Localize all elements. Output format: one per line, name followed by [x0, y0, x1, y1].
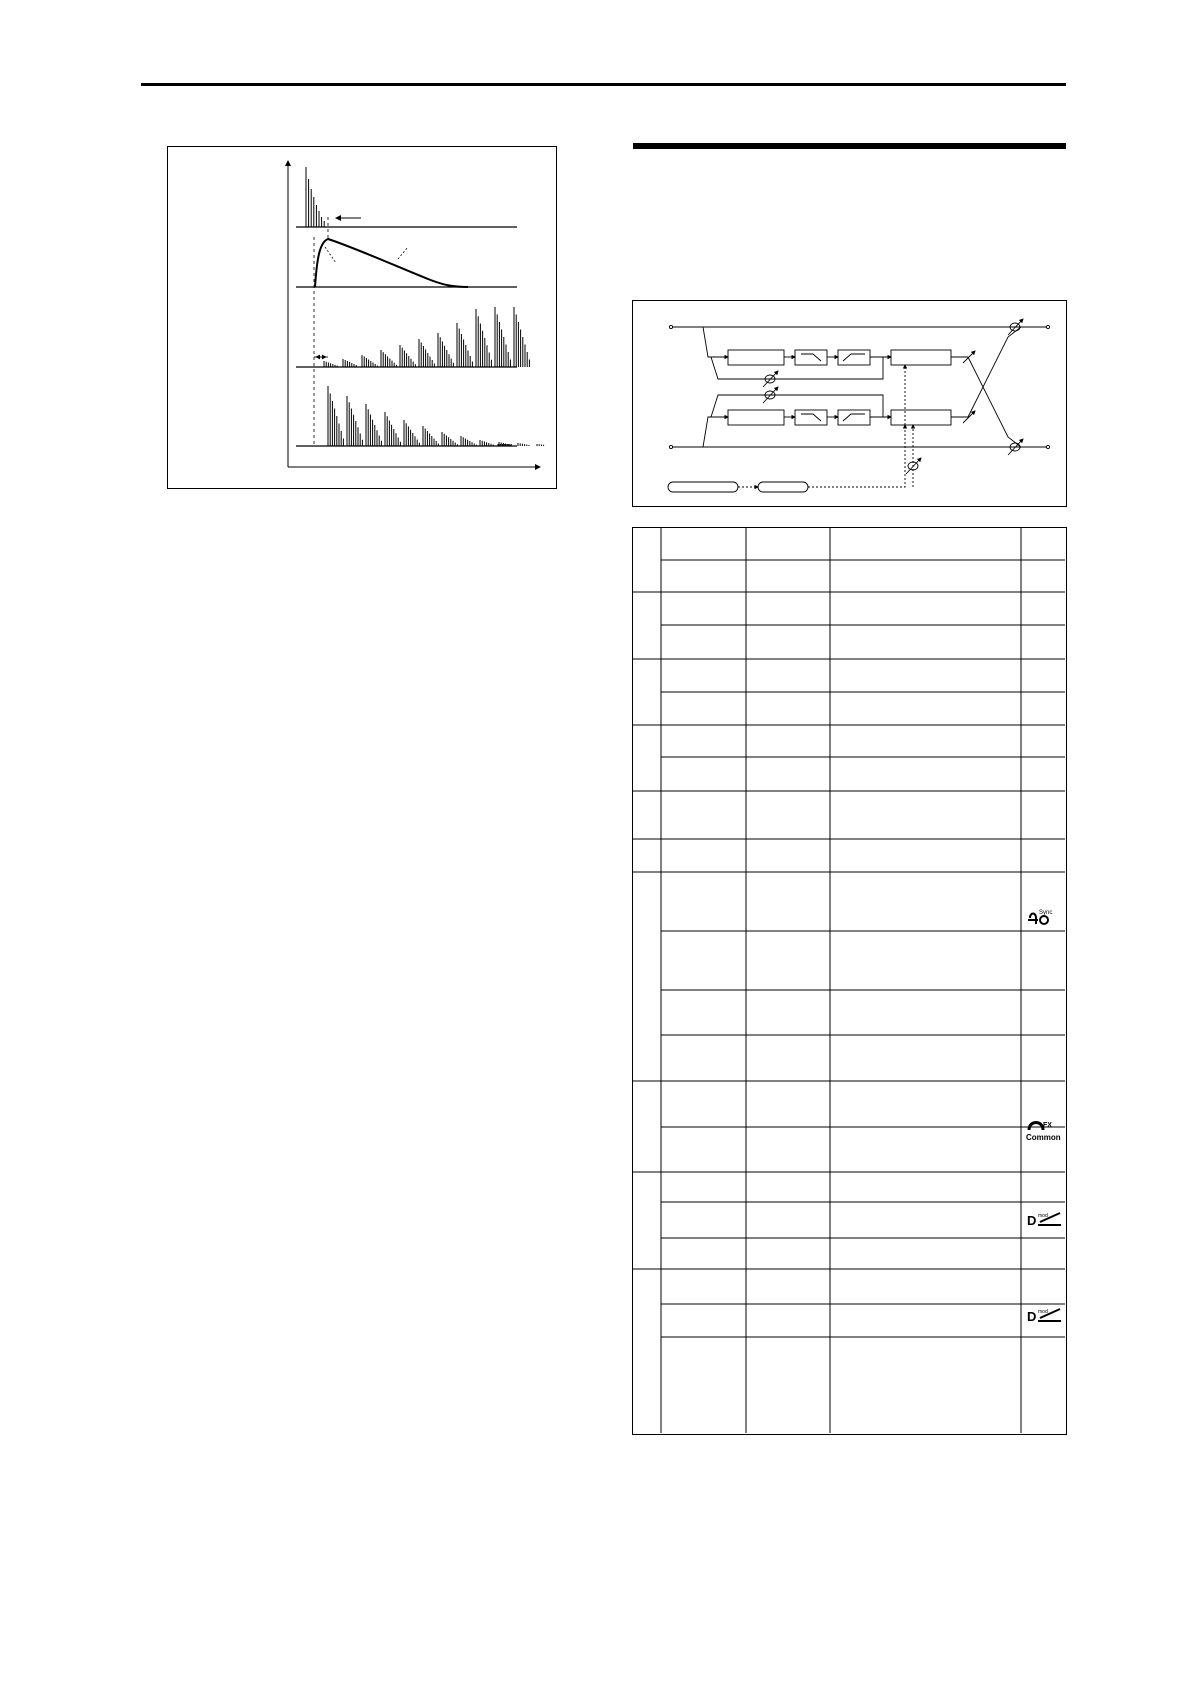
lpf-upper	[795, 350, 827, 365]
mixer-lower	[891, 410, 951, 425]
dmod-icon	[1027, 1213, 1061, 1228]
block-diagram-svg	[633, 301, 1066, 506]
tempo-sync-icon	[1028, 910, 1052, 924]
decay-pointer	[398, 247, 408, 259]
svg-text:Common: Common	[1026, 1133, 1061, 1142]
block-lower-1	[728, 410, 784, 425]
row-separators	[661, 560, 1065, 1337]
trigger-spikes	[306, 167, 324, 227]
attack-pointer	[325, 247, 336, 263]
hpf-upper	[838, 350, 870, 365]
section-heading-rule	[633, 143, 1066, 149]
block-upper-1	[728, 350, 784, 365]
modulation-block	[758, 482, 808, 492]
hpf-lower	[838, 410, 870, 425]
lpf-lower	[795, 410, 827, 425]
svg-text:mod: mod	[1038, 1309, 1048, 1315]
envelope-curve	[315, 239, 468, 287]
mfx-common-icon	[1026, 1122, 1061, 1142]
lfo-block	[668, 482, 738, 492]
svg-text:D: D	[1027, 1213, 1037, 1228]
block-diagram	[632, 300, 1067, 507]
parameter-table	[632, 527, 1067, 1435]
svg-text:FX: FX	[1043, 1122, 1052, 1129]
parameter-table-svg	[633, 528, 1065, 1433]
mixer-upper	[891, 350, 951, 365]
svg-text:mod: mod	[1038, 1213, 1048, 1219]
page-header-rule	[141, 83, 1066, 86]
rising-echoes	[324, 307, 529, 367]
output-l-terminal	[1046, 325, 1049, 328]
svg-text:Sync: Sync	[1039, 910, 1053, 916]
svg-text:D: D	[1027, 1309, 1037, 1324]
envelope-figure	[167, 146, 557, 489]
output-r-terminal	[1046, 445, 1049, 448]
input-r-terminal	[669, 445, 672, 448]
dmod-icon	[1027, 1309, 1061, 1324]
envelope-figure-svg	[168, 147, 556, 488]
input-l-terminal	[669, 325, 672, 328]
decaying-echoes	[328, 386, 544, 446]
